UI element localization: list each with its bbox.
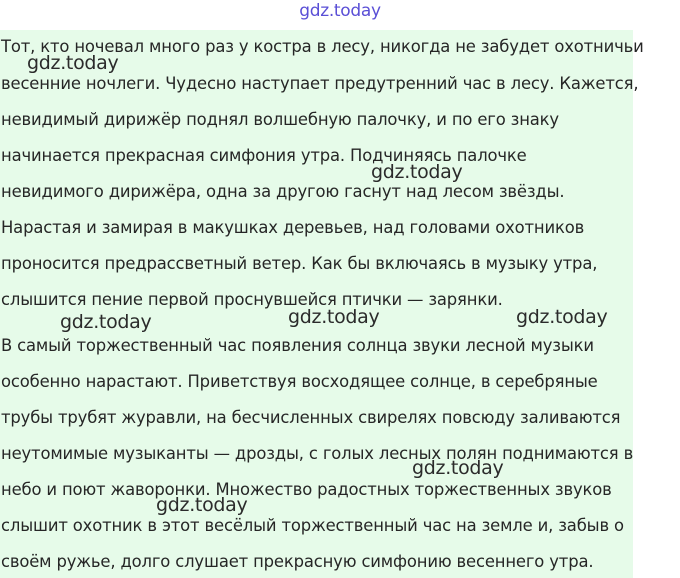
watermark: gdz.today bbox=[516, 306, 608, 328]
text-line: весенние ночлеги. Чудесно наступает предутренний час в лесу. Кажется, bbox=[1, 74, 639, 93]
text-line: трубы трубят журавли, на бесчисленных свирелях повсюду заливаются bbox=[1, 408, 621, 427]
text-line: особенно нарастают. Приветствуя восходящее солнце, в серебряные bbox=[1, 372, 598, 391]
watermark: gdz.today bbox=[27, 52, 119, 74]
text-line: своём ружье, долго слушает прекрасную симфонию весеннего утра. bbox=[1, 552, 594, 571]
text-line: слышится пение первой проснувшейся птички — зарянки. bbox=[1, 290, 503, 309]
text-block bbox=[0, 30, 644, 578]
watermark: gdz.today bbox=[371, 161, 463, 183]
text-line: Нарастая и замирая в макушках деревьев, над головами охотников bbox=[1, 218, 585, 237]
text-line: проносится предрассветный ветер. Как бы включаясь в музыку утра, bbox=[1, 254, 598, 273]
watermark: gdz.today bbox=[288, 306, 380, 328]
watermark: gdz.today bbox=[412, 457, 504, 479]
text-line: небо и поют жаворонки. Множество радостных торжественных звуков bbox=[1, 480, 612, 499]
watermark: gdz.today bbox=[156, 494, 248, 516]
text-line: Тот, кто ночевал много раз у костра в лесу, никогда не забудет охотничьи bbox=[1, 37, 644, 56]
text-line: невидимый дирижёр поднял волшебную палочку, и по его знаку bbox=[1, 110, 559, 129]
header-watermark: gdz.today bbox=[299, 1, 381, 21]
watermark: gdz.today bbox=[60, 311, 152, 333]
text-line: начинается прекрасная симфония утра. Подчиняясь палочке bbox=[1, 146, 527, 165]
text-line: невидимого дирижёра, одна за другою гаснут над лесом звёзды. bbox=[1, 182, 565, 201]
text-line: неутомимые музыканты — дрозды, с голых лесных полян поднимаются в bbox=[1, 444, 634, 463]
text-line: слышит охотник в этот весёлый торжественный час на земле и, забыв о bbox=[1, 516, 624, 535]
text-line: В самый торжественный час появления солнца звуки лесной музыки bbox=[1, 336, 594, 355]
